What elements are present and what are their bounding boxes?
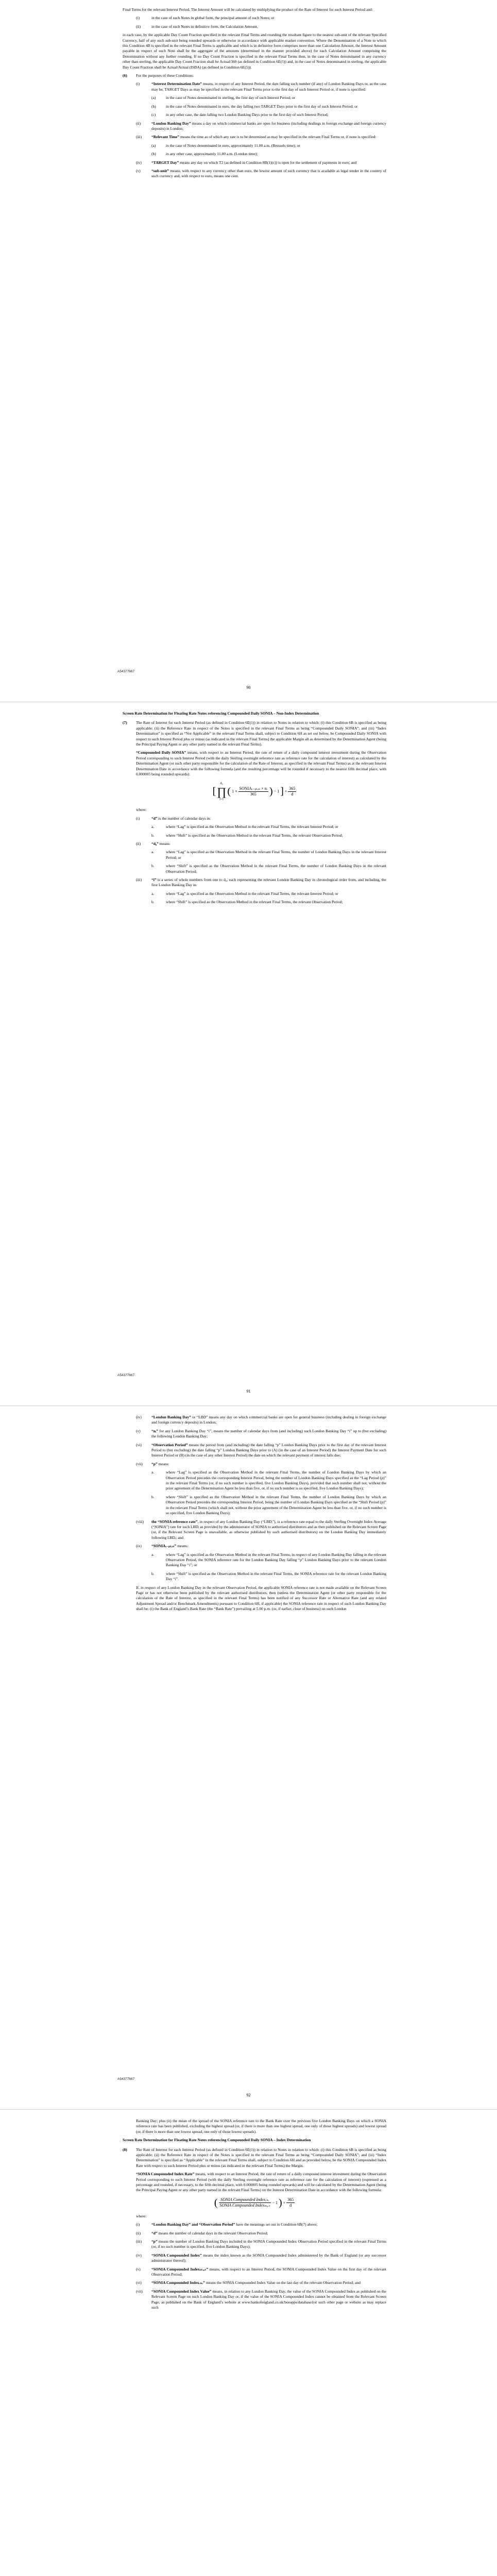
sub-item: b. where “Shift” is specified as the Observation Method in the relevant Final Terms, the SONIA reference rate for the relevant London Banking Day “i”. <box>151 1571 386 1582</box>
sub-item: b. where “Shift” is specified as the Observation Method in the relevant Final Terms, the relevant Observation Period; <box>151 833 343 838</box>
section-7: (7) The Rate of Interest for each Interest Period (as defined in Condition 6E(1)) in relation to Notes in relation to which: (i) this Condition 6B is specified as being applicable; (ii) the Reference Rate in respect of the Notes is specified in the relevant Final Terms as being “Compounded Daily SONIA”; and (iii) “Index Determination” is specified as “Not Applicable” in the relevant Final Terms shall, subject to Condition 6H as set out below, be Compounded Daily SONIA with respect to such Interest Period plus or minus (as indicated in the relevant Final Terms) the applicable Margin all as determined by the Determination Agent (being the Principal Paying Agent or any other party named in the relevant Final Terms). <box>123 720 386 747</box>
continuation-paragraph: in each case, by the applicable Day Count Fraction specified in the relevant Final Terms and rounding the resultant figure to the nearest sub-unit of the relevant Specified Currency, half of any such sub-unit being rounded upwards or otherwise in accordance with applicable market convention. Where the Denomination of a Note to which this Condition 4B is specified in the relevant Final Terms is applicable and which is in definitive form comprises more than one Calculation Amount, the Interest Amount payable in respect of such Note shall be the aggregate of the amounts (determined in the manner provided above) for each Calculation Amount comprising the Denomination without any further rounding. If no Day Count Fraction is specified in the relevant Final Terms then, in the case of Notes denominated in any currency other than sterling, the applicable Day Count Fraction shall be Actual/360 (as defined in Condition 6E(5)) and, in the case of Notes denominated in sterling, the applicable Day Count Fraction shall be Actual/Actual (ISDA) (as defined in Condition 6E(5)). <box>123 32 386 70</box>
definition-item: (vii) “SONIA Compounded Index Value” means, in relation to any London Banking Day, the value of the SONIA Compounded Index as published on the Relevant Screen Page on such London Banking Day or, if the value of the SONIA Compounded Index cannot be obtained from the Relevant Screen Page, as published on the Bank of England’s website at www.bankofengland.co.uk/boeapps/database/(or such other page or website as may replace such <box>136 2289 386 2310</box>
sub-item: a. where “Lag” is specified as the Observation Method in the relevant Final Terms, in respect of any London Banking Day falling in the relevant Observation Period, the SONIA reference rate for the London Banking Day falling “p” London Banking Days prior to the relevant London Banking Day “i”; or <box>151 1552 386 1568</box>
sub-item: (a) in the case of Notes denominated in sterling, the first day of such Interest Period; or <box>151 95 296 100</box>
intro-item: (ii) in the case of such Notes in definitive form, the Calculation Amount, <box>136 24 258 29</box>
page-number: 90 <box>246 685 251 690</box>
page-number: 92 <box>246 2093 251 2097</box>
sub-item: a. where “Lag” is specified as the Observation Method in the relevant Final Terms, the number of London Banking Days in the relevant Interest Period; or <box>151 850 386 860</box>
definition-item: (iv) “London Banking Day” or “LBD” means any day on which commercial banks are open for general business (including dealing in foreign exchange and foreign currency deposits) in London; <box>136 1415 386 1425</box>
sub-item: b. where “Shift” is specified as the Observation Method in the relevant Final Terms, the relevant Observation Period; <box>151 900 343 905</box>
definition-item: (viii) the “SONIA reference rate”, in respect of any London Banking Day (“LBDᵢ”), is a reference rate equal to the daily Sterling Overnight Index Average (“SONIA”) rate for such LBDᵢ as provided by the administrator of SONIA to authorised distributors and as then published on the Relevant Screen Page (or, if the Relevant Screen Page is unavailable, as otherwise published by such authorised distributors) on the London Banking Day immediately following LBDᵢ; and <box>136 1519 386 1540</box>
page-divider <box>0 1405 497 1406</box>
definition-item: (v) “nᵢ” for any London Banking Day “i”, means the number of calendar days from (and including) such London Banking Day “i” up to (but excluding) the following London Banking Day; <box>136 1428 386 1439</box>
definition-item: (iii) “i” is a series of whole numbers from one to d₀, each representing the relevant London Banking Day in chronological order from, and including, the first London Banking Day in: <box>136 877 386 888</box>
definition-item: (i) “d” is the number of calendar days in: <box>136 816 211 821</box>
definition-item: (iv) “TARGET Day” means any day on which T2 (as defined in Condition 8B(1)(c)) is open for the settlement of payments in euro; and <box>136 160 357 165</box>
section-heading: Screen Rate Determination for Floating Rate Notes referencing Compounded Daily SONIA – Index Determination <box>123 2138 311 2143</box>
page-92 <box>0 1408 497 2108</box>
definition-item: (ii) “d₀” means: <box>136 841 171 846</box>
index-rate-formula: ( $\frac{\text{SONIA Compounded Indexₑₙₑ}}{\text{SONIA Compounded Indexₛₜₐᵣₜ}}$ − 1 ) × $\frac{365}{d}$ <box>214 2197 294 2209</box>
section-6: (6) For the purposes of these Conditions: <box>123 73 194 78</box>
page-number: 91 <box>246 1389 251 1394</box>
page-91 <box>0 704 497 1404</box>
definition-item: (iii) “Relevant Time” means the time as of which any rate is to be determined as may be specified in the relevant Final Terms or, if none is specified: <box>136 134 376 140</box>
definition-item: (vii) “p” means: <box>136 1461 169 1466</box>
where-label: where: <box>136 807 147 812</box>
page-90 <box>0 0 497 701</box>
sub-item: (a) in the case of Notes denominated in euro, approximately 11.00 a.m. (Brussels time); or <box>151 143 300 148</box>
sub-item: b. where “Shift” is specified as the Observation Method in the relevant Final Terms, the number of London Banking Days in the relevant Observation Period; <box>151 863 386 874</box>
page-93 <box>0 2111 497 2576</box>
definition-item: (ii) “d” means the number of calendar days in the relevant Observation Period; <box>136 2230 268 2235</box>
sub-item: b. where “Shift” is specified as the Observation Method in the relevant Final Terms, the number of London Banking Days by which an Observation Period precedes the corresponding Interest Period, being the number of London Banking Days specified as the “Shift Period (p)” in the relevant Final Terms (which shall not, without the prior agreement of the Determination Agent be less than five, or, if no such number is so specified, five London Banking Days); <box>151 1494 386 1516</box>
sub-item: (c) in any other case, the date falling two London Banking Days prior to the first day of such Interest Period; <box>151 112 329 117</box>
definition-item: (iii) “p” means the number of London Banking Days included in the SONIA Compounded Index Observation Period specified in the relevant Final Terms (or, if no such number is specified, five London Banking Days); <box>136 2239 386 2249</box>
intro-item: (i) in the case of such Notes in global form, the principal amount of such Notes; or <box>136 15 275 21</box>
compounded-daily-sonia-definition: “Compounded Daily SONIA” means, with respect to an Interest Period, the rate of return of a daily compound interest investment during the Observation Period corresponding to such Interest Period (with the daily Sterling overnight reference rate as reference rate for the calculation of interest) as calculated by the Determination Agent (or such other party responsible for the calculation of the Rate of Interest, as specified in the relevant Final Terms) as at the relevant Interest Determination Date in accordance with the following formula (and the resulting percentage will be rounded if necessary to the nearest fifth decimal place, with 0.000005 being rounded upwards): <box>136 750 386 777</box>
document-id: A54377667 <box>117 2077 135 2081</box>
sub-item: a. where “Lag” is specified as the Observation Method in the relevant Final Terms, the relevant Interest Period; or <box>151 891 338 896</box>
sub-item: (b) in any other case, approximately 11.00 a.m. (London time); <box>151 151 258 157</box>
sonia-compounded-index-rate-definition: “SONIA Compounded Index Rate” means, with respect to an Interest Period, the rate of return of a daily compound interest investment during the Observation Period corresponding to such Interest Period (with the daily Sterling overnight reference rate as reference rate for the calculation of interest) (expressed as a percentage and rounded, if necessary, to the fifth decimal place, with 0.000005 being rounded upwards) and will be calculated by the Determination Agent (being the Principal Paying Agent or any other party named in the relevant Final Terms) on the Interest Determination Date in accordance with the following formula: <box>136 2172 386 2193</box>
section-heading: Screen Rate Determination for Floating Rate Notes referencing Compounded Daily SONIA – Non-Index Determination <box>123 711 319 716</box>
intro-paragraph: Final Terms for the relevant Interest Period. The Interest Amount will be calculated by multiplying the product of the Rate of Interest for such Interest Period and: <box>123 7 373 12</box>
where-label: where: <box>136 2213 147 2218</box>
definition-item: (iv) “SONIA Compounded Index” means the index known as the SONIA Compounded Index administered by the Bank of England (or any successor administrator thereof); <box>136 2252 386 2263</box>
sub-item: (b) in the case of Notes denominated in euro, the day falling two TARGET Days prior to the first day of such Interest Period; or <box>151 104 358 109</box>
section-8: (8) The Rate of Interest for each Interest Period (as defined in Condition 6E(1)) in relation to Notes in relation to which: (i) this Condition 6B is specified as being applicable; (ii) the Reference Rate in respect of the Notes is specified in the relevant Final Terms as being “Compounded Daily SONIA”; and (iii) “Index Determination” is specified as “Applicable” in the relevant Final Terms shall, subject to Condition 6H and as provided below, be the SONIA Compounded Index Rate with respect to such Interest Period plus or minus (as indicated in the relevant Final Terms) the Margin. <box>123 2147 386 2168</box>
continuation-paragraph: Banking Day; plus (ii) the mean of the spread of the SONIA reference rate to the Bank Rate over the previous five London Banking Days on which a SONIA reference rate has been published, excluding the highest spread (or, if there is more than one highest spread, one only of those highest spreads) and lowest spread (or, if there is more than one lowest spread, one only of those lowest spreads). <box>136 2119 386 2134</box>
definition-item: (ii) “London Banking Day” means a day on which commercial banks are open for business (including dealings in foreign exchange and foreign currency deposits) in London; <box>136 121 386 131</box>
fallback-paragraph: If, in respect of any London Banking Day in the relevant Observation Period, the applicable SONIA reference rate is not made available on the Relevant Screen Page or has not otherwise been published by the relevant authorised distributors, then (unless the Determination Agent (or other party responsible for the calculation of the Rate of Interest, as specified in the relevant Final Terms) has been notified of any Successor Rate or Alternative Rate (and any related Adjustment Spread and/or Benchmark Amendments) pursuant to Condition 6H, if applicable) the SONIA reference rate in respect of such London Banking Day shall be: (i) the Bank of England’s Bank Rate (the “Bank Rate”) prevailing at 5.00 p.m. (or, if earlier, close of business) on such London <box>136 1585 386 1612</box>
document-id: A54377667 <box>117 1374 135 1377</box>
sub-item: a. where “Lag” is specified as the Observation Method in the relevant Final Terms, the number of London Banking Days by which an Observation Period precedes the corresponding Interest Period, being the number of London Banking Days specified as the “Lag Period (p)” in the relevant Final Terms (or, if no such number is specified, five London Banking Days), provided that such number shall not, without the prior agreement of the Determination Agent be less than five, or, if no such number is so specified, five London Banking Days); <box>151 1470 386 1491</box>
document-id: A54377667 <box>117 670 135 673</box>
definition-item: (ix) “SONIAᵢ₋ₚₗₑₙ” means: <box>136 1544 188 1549</box>
definition-item: (v) “SONIA Compounded Indexₛₜₐᵣₜ” means, with respect to an Interest Period, the SONIA Compounded Index Value on the first day of the relevant Observation Period; <box>136 2266 386 2277</box>
definition-item: (i) “London Banking Day” and “Observation Period” have the meanings set out in Condition 6B(7) above; <box>136 2222 318 2227</box>
page-divider <box>0 2109 497 2110</box>
definition-item: (vi) “SONIA Compounded Indexₑₙₑ” means the SONIA Compounded Index Value on the last day of the relevant Observation Period; and <box>136 2280 361 2285</box>
definition-item: (v) “sub-unit” means, with respect to any currency other than euro, the lowest amount of such currency that is available as legal tender in the country of such currency and, with respect to euro, means one cent. <box>136 168 386 179</box>
definition-item: (vi) “Observation Period” means the period from (and including) the date falling “p” London Banking Days prior to the first day of the relevant Interest Period to (but excluding) the date falling “p” London Banking Days prior to (A) (in the case of an Interest Period) the Interest Payment Date for such Interest Period or (B) (in the case of any other Interest Period) the date on which the relevant payment of interest falls due; <box>136 1442 387 1458</box>
sub-item: a. where “Lag” is specified as the Observation Method in the relevant Final Terms, the relevant Interest Period; or <box>151 824 338 829</box>
definition-item: (i) “Interest Determination Date” means, in respect of any Interest Period, the date falling such number (if any) of London Banking Days or, as the case may be, TARGET Days as may be specified in the relevant Final Terms prior to the first day of such Interest Period or, if none is specified: <box>136 81 386 92</box>
compounded-sonia-formula: [ d₀ ∏ i=1 ( 1 + $\frac{\text{SONIAᵢ₋ₚₗₑₙ × nᵢ}}{365}$ ) − 1 ] × $\frac{365}{d}$ <box>212 782 296 801</box>
